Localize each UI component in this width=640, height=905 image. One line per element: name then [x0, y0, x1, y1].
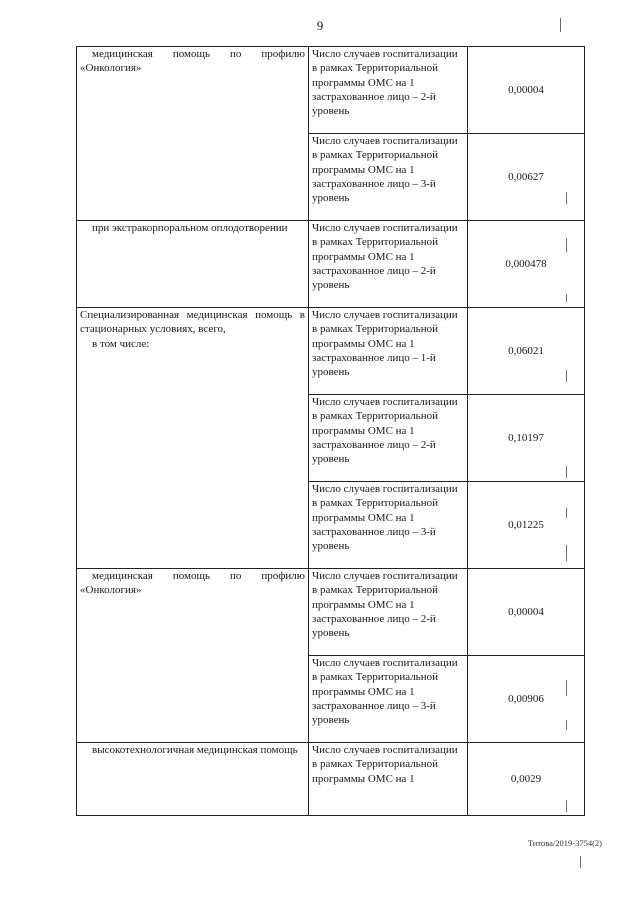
- category-cell: при экстракорпоральном оплодотворении: [77, 221, 309, 308]
- category-cell: медицинская помощь по профилю «Онкология»: [77, 569, 309, 743]
- category-cell: Специализированная медицинская помощь в стационарных условиях, всего, в том числе:: [77, 308, 309, 569]
- value-cell: 0,0029: [468, 743, 585, 816]
- value-cell: 0,000478: [468, 221, 585, 308]
- category-cell: высокотехнологичная медицинская помощь: [77, 743, 309, 816]
- table-row: [77, 221, 585, 308]
- value-cell: 0,00004: [468, 47, 585, 134]
- indicator-cell: Число случаев госпитализации в рамках Территориальной программы ОМС на 1 застрахованное лицо – 1-й уровень: [309, 308, 468, 395]
- indicator-cell: Число случаев госпитализации в рамках Территориальной программы ОМС на 1: [309, 743, 468, 816]
- indicator-cell: Число случаев госпитализации в рамках Территориальной программы ОМС на 1 застрахованное лицо – 3-й уровень: [309, 482, 468, 569]
- table-row: [77, 743, 585, 816]
- table-row: [77, 569, 585, 656]
- page-number: 9: [316, 18, 324, 33]
- indicator-cell: Число случаев госпитализации в рамках Территориальной программы ОМС на 1 застрахованное лицо – 2-й уровень: [309, 47, 468, 134]
- category-cell: медицинская помощь по профилю «Онкология»: [77, 47, 309, 221]
- indicator-cell: Число случаев госпитализации в рамках Территориальной программы ОМС на 1 застрахованное лицо – 2-й уровень: [309, 569, 468, 656]
- indicator-cell: Число случаев госпитализации в рамках Территориальной программы ОМС на 1 застрахованное лицо – 2-й уровень: [309, 395, 468, 482]
- indicator-cell: Число случаев госпитализации в рамках Территориальной программы ОМС на 1 застрахованное лицо – 3-й уровень: [309, 656, 468, 743]
- value-cell: 0,00906: [468, 656, 585, 743]
- value-cell: 0,01225: [468, 482, 585, 569]
- value-cell: 0,10197: [468, 395, 585, 482]
- table-row: [77, 47, 585, 134]
- indicator-cell: Число случаев госпитализации в рамках Территориальной программы ОМС на 1 застрахованное лицо – 3-й уровень: [309, 134, 468, 221]
- value-cell: 0,00004: [468, 569, 585, 656]
- table-row: [77, 308, 585, 395]
- hospitalization-table: [76, 46, 585, 816]
- document-code: Титова/2019-3754(2): [527, 838, 602, 848]
- value-cell: 0,00627: [468, 134, 585, 221]
- scan-mark: [580, 856, 581, 868]
- indicator-cell: Число случаев госпитализации в рамках Территориальной программы ОМС на 1 застрахованное лицо – 2-й уровень: [309, 221, 468, 308]
- value-cell: 0,06021: [468, 308, 585, 395]
- scan-mark: [560, 18, 561, 32]
